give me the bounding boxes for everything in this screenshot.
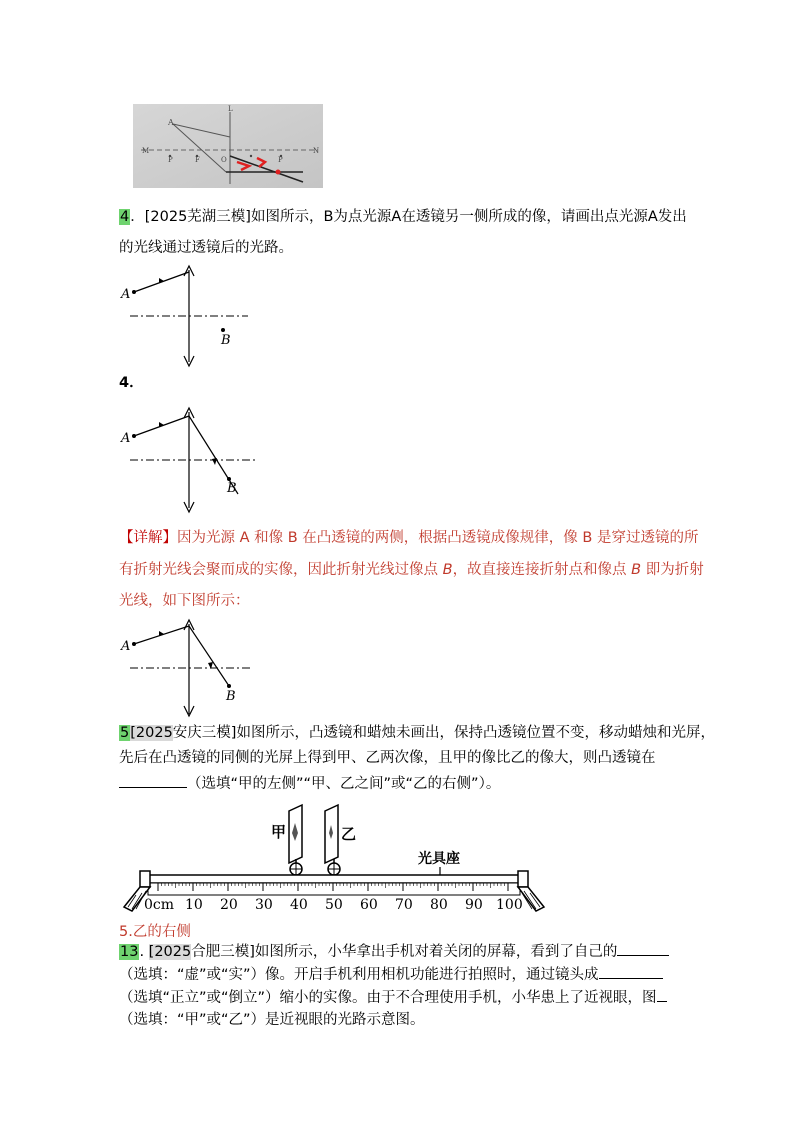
photo-label-l: L (228, 105, 233, 113)
detail-label-b: B (226, 689, 236, 704)
q4-label-b: B (221, 333, 231, 348)
a4-label: 4． (119, 375, 144, 391)
photo-label-a: A (168, 118, 174, 127)
q13-line1: 13. [2025合肥三模]如图所示，小华拿出手机对着关闭的屏幕，看到了自己的 (119, 940, 669, 964)
ruler-label: 10 (185, 897, 203, 913)
q5-answer-blank[interactable] (119, 772, 187, 788)
detail-line3: 光线，如下图所示： (119, 593, 250, 609)
ruler-label: 70 (395, 897, 413, 913)
q4-tag: [2025芜湖三模] (144, 209, 251, 225)
detail-line2: 有折射光线会聚而成的实像，因此折射光线过像点 B，故直接连接折射点和像点 B 即为折射 (119, 562, 704, 578)
ruler-label: 50 (325, 897, 343, 913)
q5-line3 (119, 771, 500, 798)
detail-tag: 【详解】 (119, 530, 177, 546)
q13-line3 (119, 986, 667, 1010)
q13-number: 13 (120, 944, 139, 960)
q5-number: 5 (120, 725, 130, 741)
q5-line1 (119, 720, 715, 747)
detail-text-1: 因为光源 A 和像 B 在凸透镜的两侧，根据凸透镜成像规律，像 B 是穿过透镜的所 (177, 530, 699, 546)
detail-label-a: A (121, 639, 131, 654)
bench-label-name: 光具座 (418, 851, 460, 867)
q13-blank-1[interactable] (617, 940, 669, 956)
a4-label-b: B (227, 481, 237, 496)
q13-tag: [2025 (148, 944, 192, 960)
q13-line4 (119, 1009, 425, 1032)
ruler-label: 0cm (144, 897, 175, 913)
q13-text-1: 合肥三模]如图所示，小华拿出手机对着关闭的屏幕，看到了自己的 (191, 944, 618, 960)
q13-blank-2[interactable] (599, 963, 663, 979)
photo-figure (133, 104, 323, 188)
q5-text-1: 安庆三模]如图所示，凸透镜和蜡烛未画出，保持凸透镜位置不变，移动蜡烛和光屏， (172, 725, 715, 741)
ruler-label: 90 (465, 897, 483, 913)
q13-blank-3[interactable] (657, 986, 667, 1002)
ruler-label: 20 (220, 897, 238, 913)
q5-tag: [2025 (130, 725, 173, 741)
q4-text-2: 的光线通过透镜后的光路。 (119, 240, 293, 256)
q13-text-4: （选填：“甲”或“乙”）是近视眼的光路示意图。 (119, 1012, 425, 1028)
photo-label-p2: P (278, 156, 283, 164)
q4-figure (118, 262, 258, 372)
detail-figure (118, 618, 258, 718)
q4-label-a: A (121, 287, 131, 302)
ruler-label: 30 (255, 897, 273, 913)
q4-line2 (119, 235, 293, 262)
q13-text-2: （选填：“虚”或“实”）像。开启手机利用相机功能进行拍照时，通过镜头成 (119, 967, 599, 983)
q13-line2 (119, 963, 663, 987)
q5-line2 (119, 745, 656, 772)
q13-text-3: （选填“正立”或“倒立”）缩小的实像。由于不合理使用手机，小华患上了近视眼，图 (119, 990, 657, 1006)
photo-label-o: O (221, 156, 227, 164)
photo-label-f1: P (168, 156, 173, 164)
a5-answer: 5.乙的右侧 (119, 924, 191, 940)
q4-line1: 4．[2025芜湖三模]如图所示，B为点光源A在透镜另一侧所成的像，请画出点光源A发出 (120, 209, 687, 225)
ruler-label: 40 (290, 897, 308, 913)
optical-bench-figure (122, 803, 546, 915)
q5-text-2: 先后在凸透镜的同侧的光屏上得到甲、乙两次像，且甲的像比乙的像大，则凸透镜在 (119, 750, 656, 766)
detail-line1 (119, 525, 698, 552)
ruler-label: 60 (360, 897, 378, 913)
q5-text-3: （选填“甲的左侧”“甲、乙之间”或“乙的右侧”）。 (187, 776, 501, 792)
photo-label-n: N (313, 147, 320, 155)
bench-label-yi: 乙 (341, 825, 357, 843)
a4-figure (118, 404, 258, 516)
q4-text-1: 如图所示，B为点光源A在透镜另一侧所成的像，请画出点光源A发出 (250, 209, 687, 225)
photo-label-f2: F (195, 156, 200, 164)
photo-label-m: M (142, 147, 150, 155)
bench-label-jia: 甲 (271, 823, 287, 841)
a4-label-a: A (121, 431, 131, 446)
ruler-label: 100 (496, 897, 523, 913)
ruler-label: 80 (430, 897, 448, 913)
q4-number: 4 (120, 209, 130, 225)
